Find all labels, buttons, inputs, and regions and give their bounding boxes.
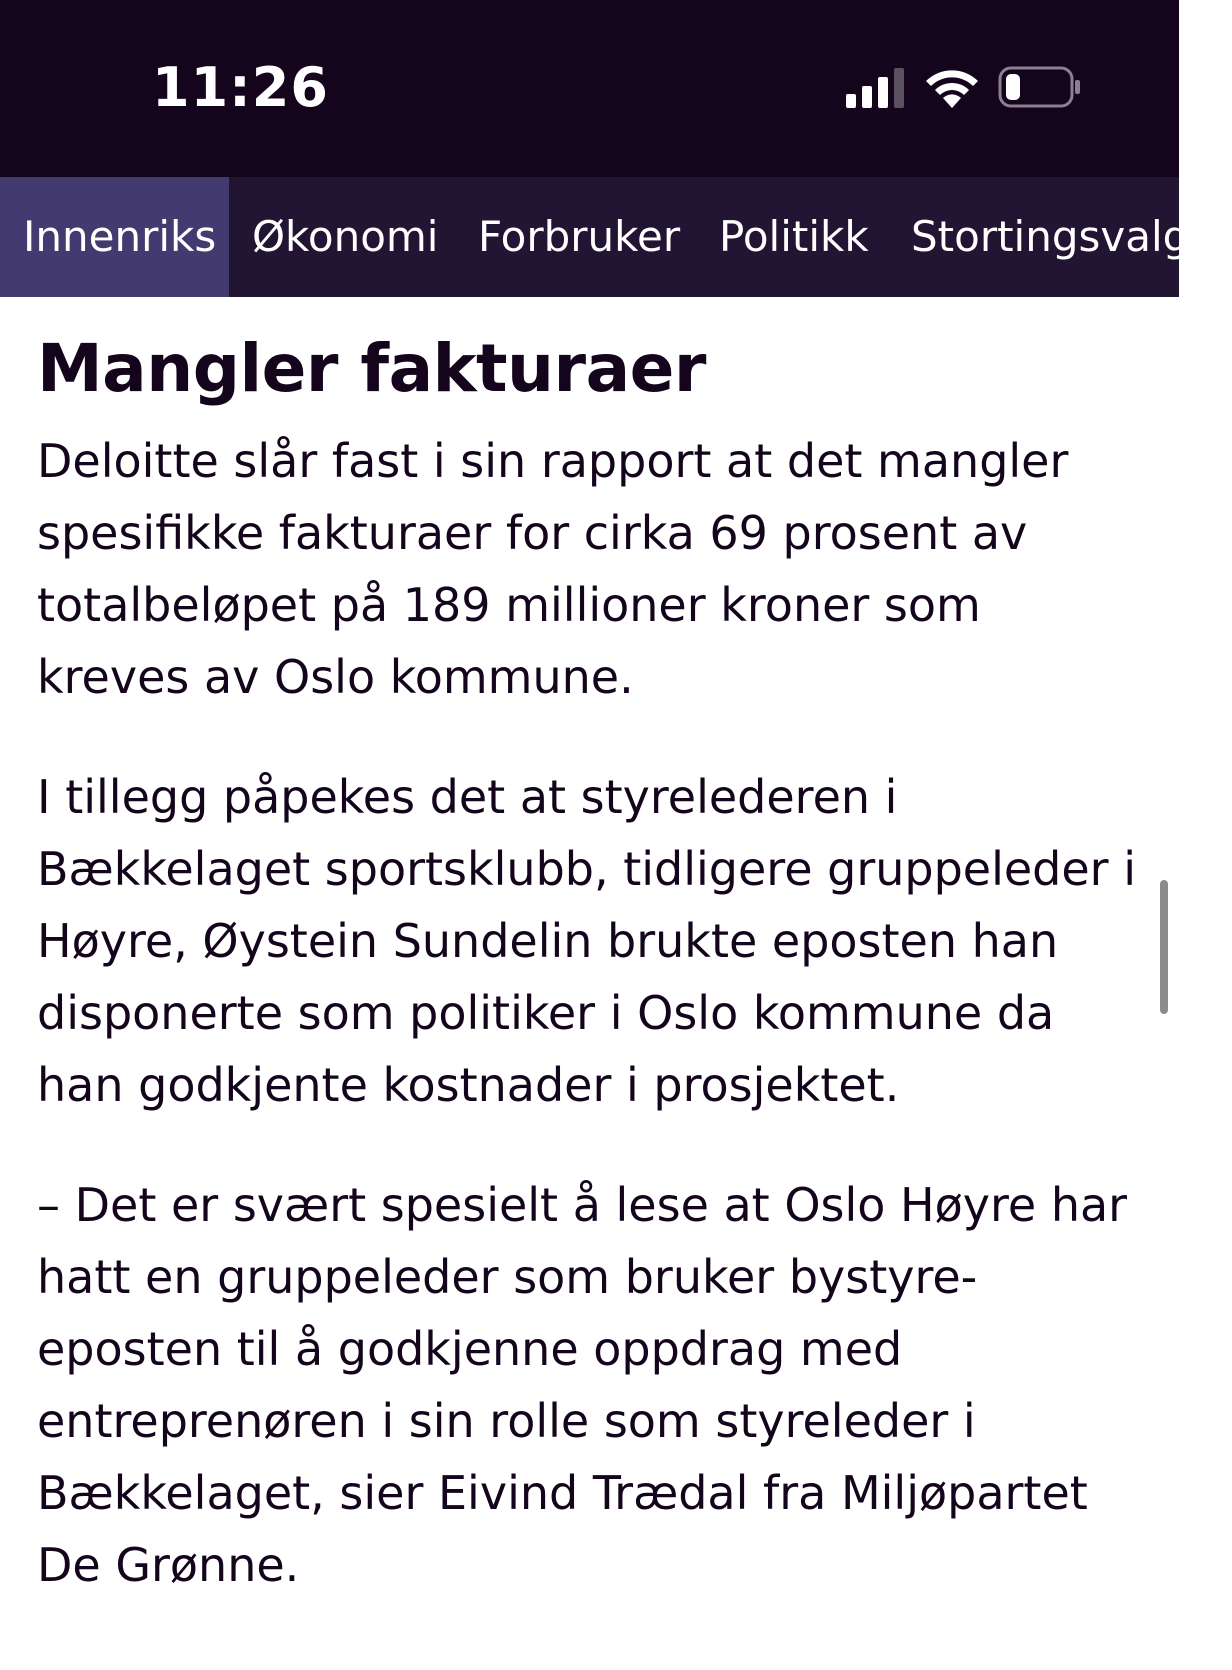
- article-paragraph: – Det er svært spesielt å lese at Oslo Høyre har hatt en gruppeleder som bruker bystyre-eposten til å godkjenne oppdrag med entreprenøren i sin rolle som styreleder i Bækkelaget, sier Eivind Trædal fra Miljøpartet De Grønne.: [37, 1178, 1128, 1592]
- tab-label: Stortingsvalget: [911, 212, 1232, 261]
- tab-label: Politikk: [719, 212, 869, 261]
- section-nav: [0, 177, 1232, 297]
- cellular-signal-icon: [846, 68, 906, 108]
- tab-politikk[interactable]: [719, 177, 869, 297]
- battery-icon: [998, 66, 1082, 108]
- article-paragraph: I tillegg påpekes det at styrelederen i Bækkelaget sportsklubb, tidligere gruppeleder i Høyre, Øystein Sundelin brukte eposten han disponerte som politiker i Oslo kommune da han godkjente kostnader i prosjektet.: [37, 770, 1136, 1112]
- tab-label: Økonomi: [252, 212, 439, 261]
- tab-okonomi[interactable]: [252, 177, 438, 297]
- tab-forbruker[interactable]: [478, 177, 680, 297]
- tab-stortingsvalget[interactable]: [911, 177, 1232, 297]
- status-bar: [0, 0, 1179, 177]
- status-time: 11:26: [152, 56, 329, 119]
- tab-innenriks[interactable]: [0, 177, 229, 297]
- wifi-icon: [924, 64, 980, 108]
- scrollbar-thumb[interactable]: [1160, 880, 1168, 1014]
- tab-label: Innenriks: [23, 212, 217, 261]
- article-body: [37, 297, 1147, 1601]
- article-paragraph: Deloitte slår fast i sin rapport at det mangler spesifikke fakturaer for cirka 69 prosent av totalbeløpet på 189 millioner kroner som kreves av Oslo kommune.: [37, 434, 1069, 704]
- article-subheading: Mangler fakturaer: [37, 330, 706, 407]
- tab-label: Forbruker: [478, 212, 681, 261]
